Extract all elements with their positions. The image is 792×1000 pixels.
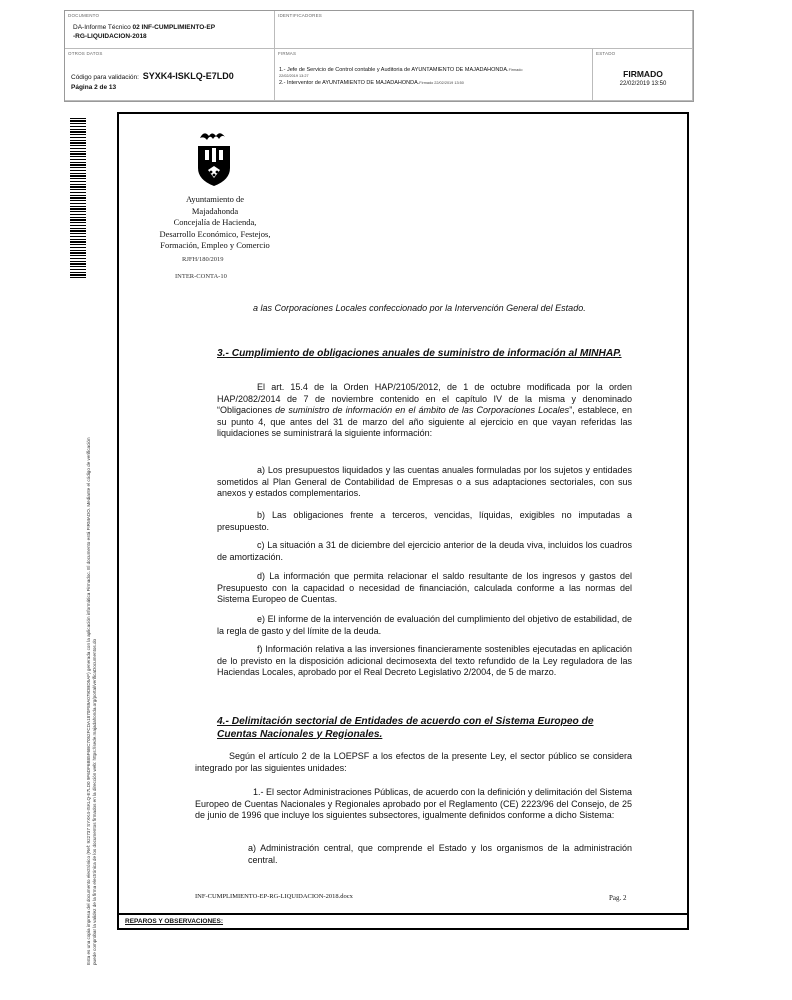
list-item-f: f) Información relativa a las inversiones financieramente sostenibles ejecutadas en aplicación de lo previsto en la disposición adicional decimosexta del texto refundido de la Ley reguladora de las Haciendas Locales, aprobado por el Real Decreto Legislativo 2/2004, de 5 de marzo. bbox=[217, 644, 632, 677]
section-4-paragraph: Según el artículo 2 de la LOEPSF a los efectos de la presente Ley, el sector público se considera integrado por las siguientes unidades: bbox=[195, 751, 632, 773]
identifiers-label: IDENTIFICADORES bbox=[278, 13, 323, 18]
validation-code[interactable]: SYXK4-ISKLQ-E7LD0 bbox=[142, 71, 234, 81]
section-4-item-1a: a) Administración central, que comprende el Estado y los organismos de la administración central. bbox=[248, 843, 632, 865]
remarks-label: REPAROS Y OBSERVACIONES: bbox=[125, 918, 224, 925]
department-code: INTER-CONTA-10 bbox=[175, 273, 227, 280]
document-cell bbox=[65, 11, 275, 49]
status-date: 22/02/2019 13:50 bbox=[619, 81, 667, 87]
list-item-a: a) Los presupuestos liquidados y las cuentas anuales formuladas por los sujetos y entidades sometidos al Plan General de Contabilidad de Empresas o a sus adaptaciones sectoriales, con sus anexos y estados complementarios. bbox=[217, 465, 632, 498]
section-4-heading: 4.- Delimitación sectorial de Entidades de acuerdo con el Sistema Europeo de Cuentas Nacionales y Regionales. bbox=[217, 716, 594, 740]
list-item-c: c) La situación a 31 de diciembre del ejercicio anterior de la deuda viva, incluidos los cuadros de amortización. bbox=[217, 540, 632, 562]
other-data-label: OTROS DATOS bbox=[68, 51, 103, 56]
document-header bbox=[64, 10, 694, 102]
signature-1: 1.- Jefe de Servicio de Control contable y Auditoria de AYUNTAMIENTO DE MAJADAHONDA.Firmado bbox=[279, 67, 523, 73]
verification-side-text: Esta es una copia impresa del documento electrónico (Ref: 922737 SYXK4-ISKLQ-E7LD0 9F6DF6B85F6BC7052FCDA1870F89A079DBD5AF) generada con la aplicación informática Firmadoc. El documento está FIRMADO. Mediante el código de verificación puede comprobar la validez de la firma electrónica de los documentos firmados en la dirección web: https://sede.majadahonda.org/portal/verificaDocumentos.do bbox=[86, 437, 97, 965]
signatures-label: FIRMAS bbox=[278, 51, 297, 56]
list-item-e: e) El informe de la intervención de evaluación del cumplimiento del objetivo de estabilidad, de la regla de gasto y del límite de la deuda. bbox=[217, 614, 632, 636]
footer-filename: INF-CUMPLIMIENTO-EP-RG-LIQUIDACION-2018.docx bbox=[195, 893, 353, 900]
footer-page-number: Pag. 2 bbox=[609, 894, 627, 902]
remarks-section bbox=[117, 913, 689, 925]
section-3-heading: 3.- Cumplimiento de obligaciones anuales de suministro de información al MINHAP. bbox=[217, 348, 622, 359]
organization-name: Ayuntamiento de Majadahonda Concejalía de Hacienda, Desarrollo Económico, Festejos, Formación, Empleo y Comercio bbox=[159, 194, 271, 250]
continued-paragraph: a las Corporaciones Locales confeccionado por la Intervención General del Estado. bbox=[253, 303, 586, 313]
status-label: ESTADO bbox=[596, 51, 616, 56]
identifiers-cell bbox=[275, 11, 693, 49]
list-item-b: b) Las obligaciones frente a terceros, vencidas, líquidas, exigibles no imputadas a presupuesto. bbox=[217, 510, 632, 532]
coat-of-arms-logo bbox=[192, 128, 236, 188]
reference-code: RJFH/180/2019 bbox=[182, 256, 224, 263]
document-title: DA-Informe Técnico 02 INF-CUMPLIMIENTO-EP -RG-LIQUIDACION-2018 bbox=[73, 24, 216, 40]
status-badge: FIRMADO bbox=[623, 69, 663, 79]
document-label: DOCUMENTO bbox=[68, 13, 100, 18]
section-3-paragraph: El art. 15.4 de la Orden HAP/2105/2012, de 1 de octubre modificada por la orden HAP/2082/2014 de 7 de noviembre contenido en el capítulo IV de la misma y denominado “Obligaciones de suministro de información en el ámbito de las Corporaciones Locales”, establece, en su punto 4, que antes del 31 de marzo del año siguiente al ejercicio en que vayan referidas las liquidaciones se suministrará la siguiente información: bbox=[217, 382, 632, 438]
list-item-d: d) La información que permita relacionar el saldo resultante de los ingresos y gastos del Presupuesto con la capacidad o necesidad de financiación, calculada conforme a las normas del Sistema Europeo de Cuentas. bbox=[217, 571, 632, 604]
section-4-item-1: 1.- El sector Administraciones Públicas, de acuerdo con la definición y delimitación del Sistema Europeo de Cuentas Nacionales y Regionales aprobado por el Reglamento (CE) 2223/96 del Consejo, de 25 de junio de 1996 que incluye los siguientes subsectores, igualmente definidos conforme a dicho Sistema: bbox=[195, 787, 632, 820]
signature-2: 2.- Interventor de AYUNTAMIENTO DE MAJADAHONDA.Firmado 22/02/2019 13:50 bbox=[279, 80, 464, 86]
validation-code-row: Código para validación: SYXK4-ISKLQ-E7LD0 bbox=[71, 71, 234, 81]
signature-1-date: 22/02/2019 13:27 bbox=[279, 74, 309, 78]
signatures-cell bbox=[275, 49, 593, 101]
page-counter: Página 2 de 13 bbox=[71, 84, 117, 91]
barcode bbox=[70, 118, 86, 280]
